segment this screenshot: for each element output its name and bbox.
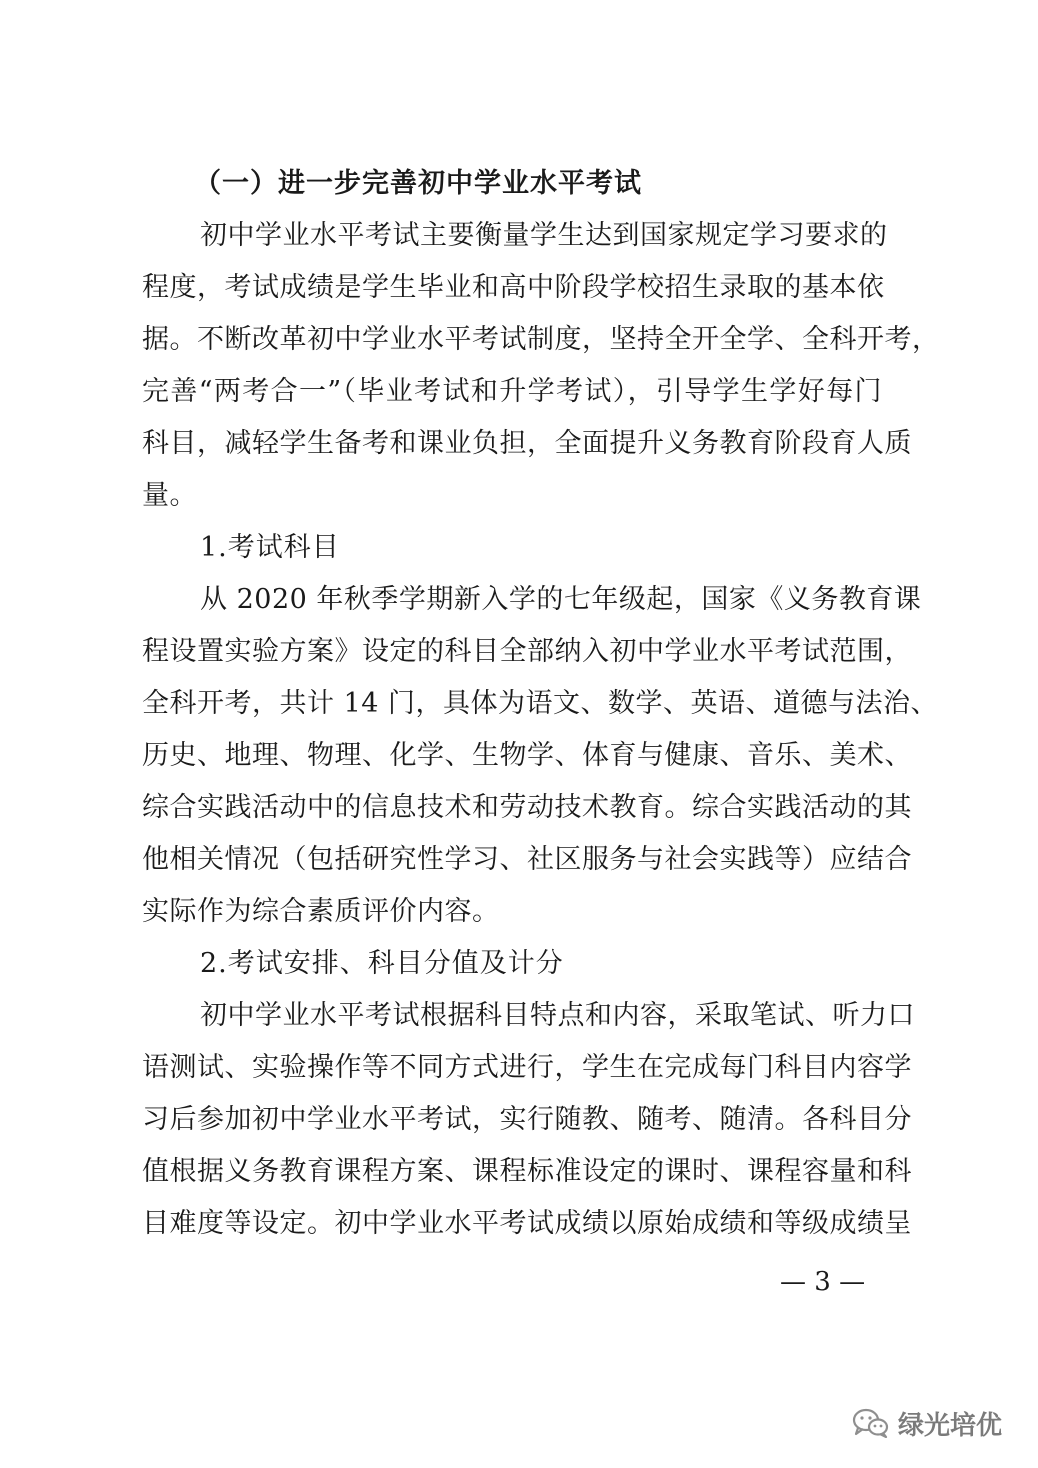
paragraph-line: 完善“两考合一”（毕业考试和升学考试），引导学生学好每门 <box>142 376 882 407</box>
paragraph-line: 实际作为综合素质评价内容。 <box>142 896 500 927</box>
paragraph-line: 值根据义务教育课程方案、课程标准设定的课时、课程容量和科 <box>142 1156 912 1187</box>
document-body <box>142 158 940 1250</box>
paragraph-line: 全科开考，共计 14 门，具体为语文、数学、英语、道德与法治、 <box>142 688 939 719</box>
paragraph-3 <box>142 990 915 1250</box>
paragraph-line: 初中学业水平考试主要衡量学生达到国家规定学习要求的 <box>200 220 888 251</box>
paragraph-line: 历史、地理、物理、化学、生物学、体育与健康、音乐、美术、 <box>142 740 912 771</box>
paragraph-line: 量。 <box>142 480 197 511</box>
paragraph-line: 他相关情况（包括研究性学习、社区服务与社会实践等）应结合 <box>142 844 912 875</box>
subsection-title-1: 1.考试科目 <box>200 532 340 563</box>
paragraph-line: 综合实践活动中的信息技术和劳动技术教育。综合实践活动的其 <box>142 792 912 823</box>
paragraph-line: 目难度等设定。初中学业水平考试成绩以原始成绩和等级成绩呈 <box>142 1208 912 1239</box>
page-number: — 3 — <box>780 1267 866 1297</box>
section-heading: （一）进一步完善初中学业水平考试 <box>194 168 642 199</box>
paragraph-2 <box>142 574 939 938</box>
paragraph-line: 程度，考试成绩是学生毕业和高中阶段学校招生录取的基本依 <box>142 272 885 303</box>
paragraph-line: 从 2020 年秋季学期新入学的七年级起，国家《义务教育课 <box>200 584 922 615</box>
paragraph-line: 程设置实验方案》设定的科目全部纳入初中学业水平考试范围， <box>142 636 912 667</box>
paragraph-line: 科目，减轻学生备考和课业负担，全面提升义务教育阶段育人质 <box>142 428 912 459</box>
paragraph-line: 习后参加初中学业水平考试，实行随教、随考、随清。各科目分 <box>142 1104 912 1135</box>
paragraph-line: 初中学业水平考试根据科目特点和内容，采取笔试、听力口 <box>200 1000 915 1031</box>
paragraph-line: 语测试、实验操作等不同方式进行，学生在完成每门科目内容学 <box>142 1052 912 1083</box>
watermark <box>852 1398 1002 1448</box>
paragraph-line: 据。不断改革初中学业水平考试制度，坚持全开全学、全科开考， <box>142 324 940 355</box>
wechat-icon <box>852 1408 890 1438</box>
subsection-title-2: 2.考试安排、科目分值及计分 <box>200 948 564 979</box>
watermark-text: 绿光培优 <box>898 1410 1003 1441</box>
paragraph-1 <box>142 210 940 522</box>
